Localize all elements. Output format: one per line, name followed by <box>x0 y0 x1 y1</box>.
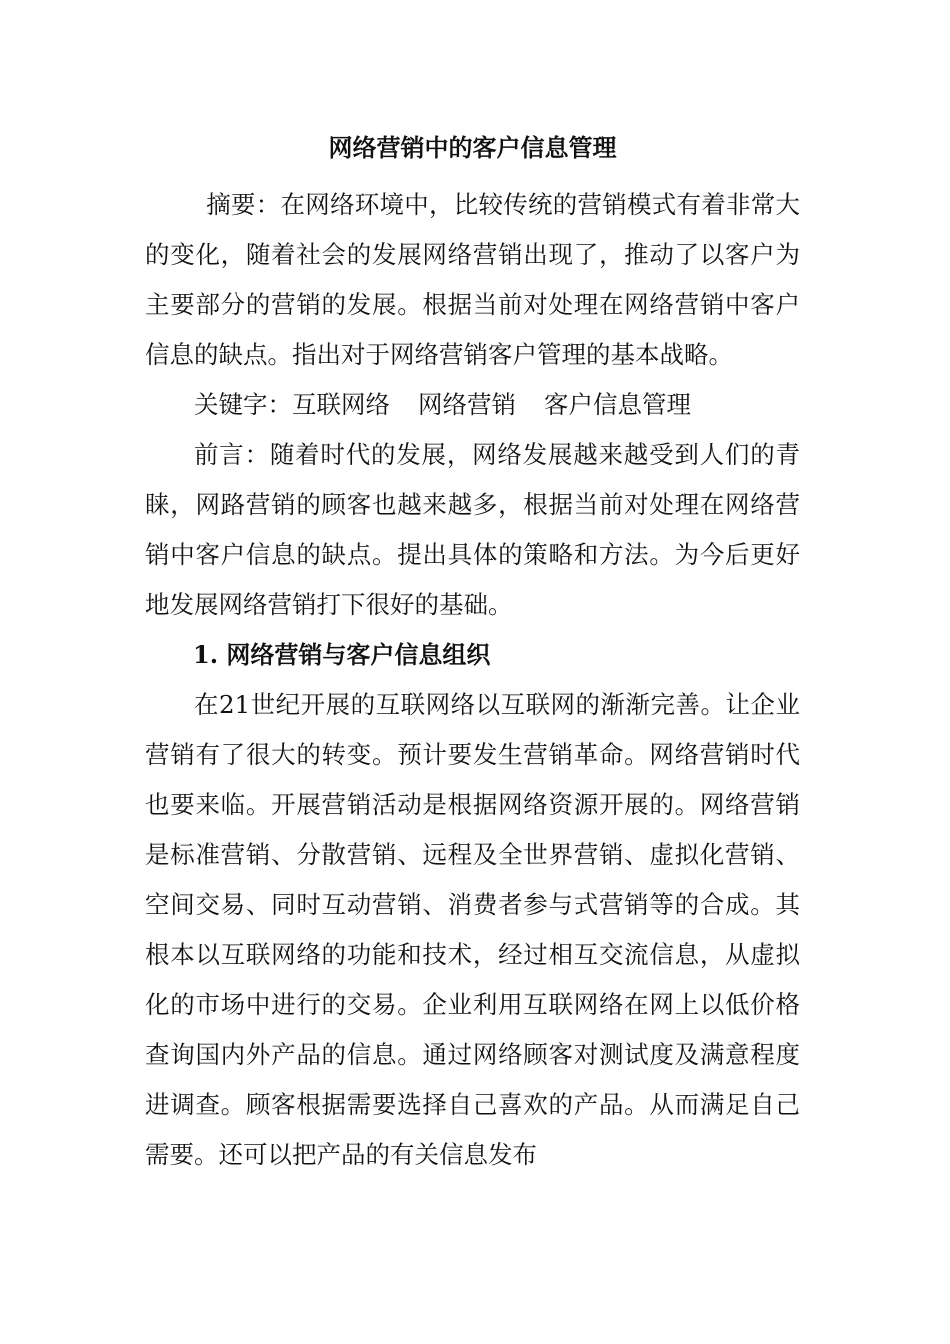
keywords-line <box>145 380 800 430</box>
preface-paragraph: 前言：随着时代的发展，网络发展越来越受到人们的青睐，网路营销的顾客也越来越多，根据当前对处理在网络营销中客户信息的缺点。提出具体的策略和方法。为今后更好地发展网络营销打下很好的基础。 <box>145 440 800 619</box>
document-title: 网络营销中的客户信息管理 <box>328 133 617 162</box>
section-1-heading: 1. 网络营销与客户信息组织 <box>193 640 491 669</box>
keyword-item: 互联网络 <box>292 390 390 419</box>
keyword-item: 客户信息管理 <box>544 390 691 419</box>
abstract-paragraph: 摘要：在网络环境中，比较传统的营销模式有着非常大的变化，随着社会的发展网络营销出现了，推动了以客户为主要部分的营销的发展。根据当前对处理在网络营销中客户信息的缺点。指出对于网络营销客户管理的基本战略。 <box>145 190 800 369</box>
keywords-label: 关键字： <box>194 390 292 419</box>
document-body <box>145 128 800 1180</box>
section-1-paragraph: 在21世纪开展的互联网络以互联网的渐渐完善。让企业营销有了很大的转变。预计要发生营销革命。网络营销时代也要来临。开展营销活动是根据网络资源开展的。网络营销是标准营销、分散营销、远程及全世界营销、虚拟化营销、空间交易、同时互动营销、消费者参与式营销等的合成。其根本以互联网络的功能和技术，经过相互交流信息，从虚拟化的市场中进行的交易。企业利用互联网络在网上以低价格查询国内外产品的信息。通过网络顾客对测试度及满意程度进调查。顾客根据需要选择自己喜欢的产品。从而满足自己需要。还可以把产品的有关信息发布 <box>145 690 800 1169</box>
keyword-item: 网络营销 <box>418 390 516 419</box>
